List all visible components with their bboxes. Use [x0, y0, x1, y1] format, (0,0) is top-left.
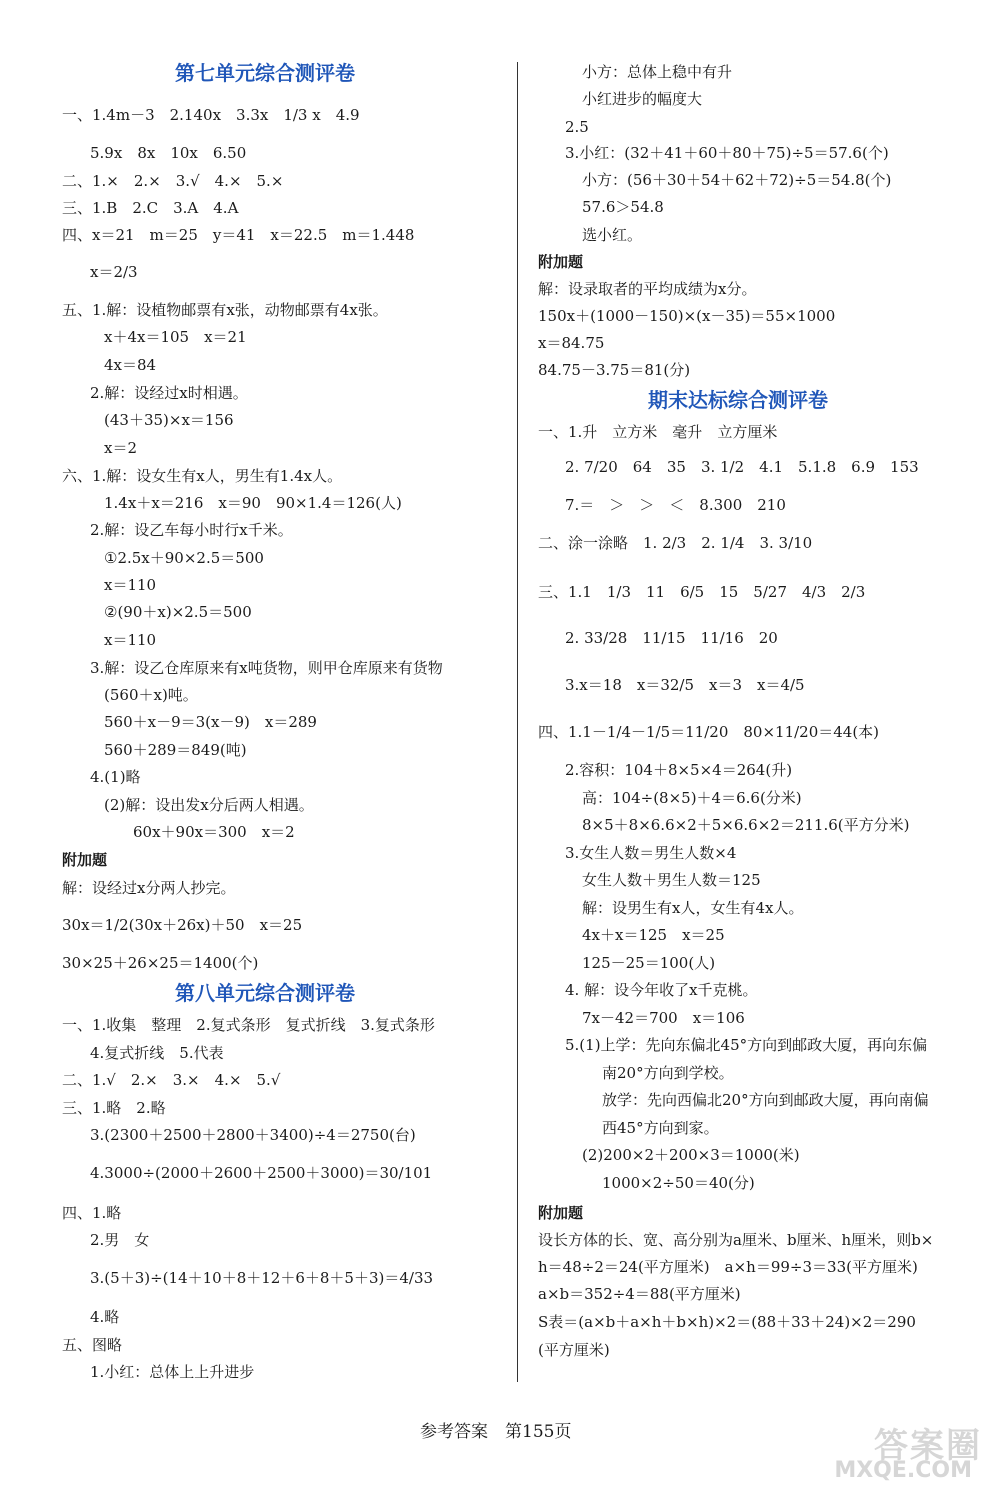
watermark-logo: 答案圈: [874, 1426, 982, 1466]
answer-line: 设长方体的长、宽、高分别为a厘米、b厘米、h厘米，则b×: [538, 1231, 934, 1249]
answer-line: 8×5＋8×6.6×2＋5×6.6×2＝211.6(平方分米): [582, 816, 910, 834]
answer-line: 4.略: [90, 1308, 120, 1326]
answer-line: 3.(5＋3)÷(14＋10＋8＋12＋6＋8＋5＋3)＝4/33: [90, 1269, 434, 1287]
answer-line: 2.解：设乙车每小时行x千米。: [90, 521, 293, 539]
answer-line: 小方：总体上稳中有升: [582, 63, 733, 81]
answer-line: 一、1.收集 整理 2.复式条形 复式折线 3.复式条形: [62, 1016, 435, 1034]
watermark-url: MXQE.COM: [834, 1458, 972, 1483]
answer-line: (2)解：设出发x分后两人相遇。: [104, 796, 314, 814]
section-title-final: 期末达标综合测评卷: [648, 388, 828, 412]
answer-line: 3.(2300＋2500＋2800＋3400)÷4＝2750(台): [90, 1126, 416, 1144]
answer-line: ①2.5x＋90×2.5＝500: [104, 549, 264, 567]
answer-line: 2.5: [565, 118, 589, 136]
answer-line: 1.小红：总体上上升进步: [90, 1363, 255, 1381]
column-divider: [517, 62, 518, 1382]
answer-line: 4.3000÷(2000＋2600＋2500＋3000)＝30/101: [90, 1164, 433, 1182]
answer-line: 西45°方向到家。: [602, 1119, 719, 1137]
section-title-unit8: 第八单元综合测评卷: [175, 981, 355, 1005]
answer-line: 3.小红：(32＋41＋60＋80＋75)÷5＝57.6(个): [565, 144, 889, 162]
answer-line: S表＝(a×b＋a×h＋b×h)×2＝(88＋33＋24)×2＝290: [538, 1313, 916, 1331]
answer-line: 解：设经过x分两人抄完。: [62, 879, 236, 897]
answer-line: 2.男 女: [90, 1231, 150, 1249]
answer-line: x＝110: [104, 631, 157, 649]
answer-line: 解：设男生有x人，女生有4x人。: [582, 899, 804, 917]
answer-line: ②(90＋x)×2.5＝500: [104, 603, 252, 621]
answer-line: 3.解：设乙仓库原来有x吨货物，则甲仓库原来有货物: [90, 659, 443, 677]
answer-line: 125－25＝100(人): [582, 954, 716, 972]
answer-line: 4. 解：设今年收了x千克桃。: [565, 981, 758, 999]
answer-line: (43＋35)×x＝156: [104, 411, 234, 429]
answer-line: 4.(1)略: [90, 768, 141, 786]
answer-line: 4.复式折线 5.代表: [90, 1044, 224, 1062]
answer-line: a×b＝352÷4＝88(平方厘米): [538, 1285, 741, 1303]
answer-line: 四、1.1－1/4－1/5＝11/20 80×11/20＝44(本): [538, 723, 880, 741]
section-title-unit7: 第七单元综合测评卷: [175, 61, 355, 85]
answer-line: 2.解：设经过x时相遇。: [90, 384, 248, 402]
answer-line: 5.(1)上学：先向东偏北45°方向到邮政大厦，再向东偏: [565, 1036, 928, 1054]
answer-line: 解：设录取者的平均成绩为x分。: [538, 280, 757, 298]
answer-line: 三、1.B 2.C 3.A 4.A: [62, 199, 239, 217]
answer-line: 五、1.解：设植物邮票有x张，动物邮票有4x张。: [62, 301, 388, 319]
answer-line: h＝48÷2＝24(平方厘米) a×h＝99÷3＝33(平方厘米): [538, 1258, 918, 1276]
answer-line: 3.x＝18 x＝32/5 x＝3 x＝4/5: [565, 676, 805, 694]
answer-line: 2.容积：104＋8×5×4＝264(升): [565, 761, 793, 779]
answer-line: 二、涂一涂略 1. 2/3 2. 1/4 3. 3/10: [538, 534, 813, 552]
answer-line: 六、1.解：设女生有x人，男生有1.4x人。: [62, 467, 343, 485]
bonus-heading: 附加题: [538, 1204, 584, 1222]
answer-line: 五、图略: [62, 1336, 123, 1354]
answer-line: x＝110: [104, 576, 157, 594]
answer-line: 选小红。: [582, 226, 643, 244]
answer-line: 84.75－3.75＝81(分): [538, 361, 691, 379]
answer-line: 南20°方向到学校。: [602, 1064, 734, 1082]
answer-line: (2)200×2＋200×3＝1000(米): [582, 1146, 800, 1164]
answer-line: 30x＝1/2(30x＋26x)＋50 x＝25: [62, 916, 303, 934]
answer-line: 5.9x 8x 10x 6.50: [90, 144, 247, 162]
bonus-heading: 附加题: [538, 253, 584, 271]
answer-line: 7.＝ ＞ ＞ ＜ 8.300 210: [565, 496, 786, 514]
bonus-heading: 附加题: [62, 851, 108, 869]
answer-line: 4x＋x＝125 x＝25: [582, 926, 725, 944]
answer-line: 7x－42＝700 x＝106: [582, 1009, 745, 1027]
answer-line: 150x＋(1000－150)×(x－35)＝55×1000: [538, 307, 836, 325]
answer-line: 小红进步的幅度大: [582, 90, 703, 108]
answer-line: x＝2/3: [90, 263, 138, 281]
answer-line: 三、1.1 1/3 11 6/5 15 5/27 4/3 2/3: [538, 583, 866, 601]
answer-line: 一、1.4m－3 2.140x 3.3x 1/3 x 4.9: [62, 106, 360, 124]
answer-line: (560＋x)吨。: [104, 686, 198, 704]
answer-line: 1.4x＋x＝216 x＝90 90×1.4＝126(人): [104, 494, 402, 512]
answer-line: 女生人数＋男生人数＝125: [582, 871, 761, 889]
answer-line: 高：104÷(8×5)＋4＝6.6(分米): [582, 789, 802, 807]
answer-line: 2. 33/28 11/15 11/16 20: [565, 629, 778, 647]
answer-line: 二、1.× 2.× 3.√ 4.× 5.×: [62, 172, 284, 190]
answer-line: 四、x＝21 m＝25 y＝41 x＝22.5 m＝1.448: [62, 226, 415, 244]
answer-line: (平方厘米): [538, 1341, 610, 1359]
answer-line: 60x＋90x＝300 x＝2: [133, 823, 295, 841]
answer-line: 小方：(56＋30＋54＋62＋72)÷5＝54.8(个): [582, 171, 892, 189]
answer-line: 560＋289＝849(吨): [104, 741, 247, 759]
answer-line: 四、1.略: [62, 1204, 122, 1222]
answer-line: 30×25＋26×25＝1400(个): [62, 954, 259, 972]
answer-line: 57.6＞54.8: [582, 198, 664, 216]
answer-line: 560＋x－9＝3(x－9) x＝289: [104, 713, 317, 731]
answer-line: 一、1.升 立方米 毫升 立方厘米: [538, 423, 778, 441]
answer-line: x＝84.75: [538, 334, 605, 352]
answer-line: 1000×2÷50＝40(分): [602, 1174, 755, 1192]
answer-line: 三、1.略 2.略: [62, 1099, 166, 1117]
answer-line: 2. 7/20 64 35 3. 1/2 4.1 5.1.8 6.9 153: [565, 458, 919, 476]
answer-line: x＋4x＝105 x＝21: [104, 328, 247, 346]
answer-line: 3.女生人数＝男生人数×4: [565, 844, 737, 862]
answer-line: 4x＝84: [104, 356, 157, 374]
answer-line: 二、1.√ 2.× 3.× 4.× 5.√: [62, 1071, 281, 1089]
answer-line: x＝2: [104, 439, 138, 457]
answer-line: 放学：先向西偏北20°方向到邮政大厦，再向南偏: [602, 1091, 929, 1109]
page-footer: 参考答案 第155页: [420, 1422, 572, 1442]
